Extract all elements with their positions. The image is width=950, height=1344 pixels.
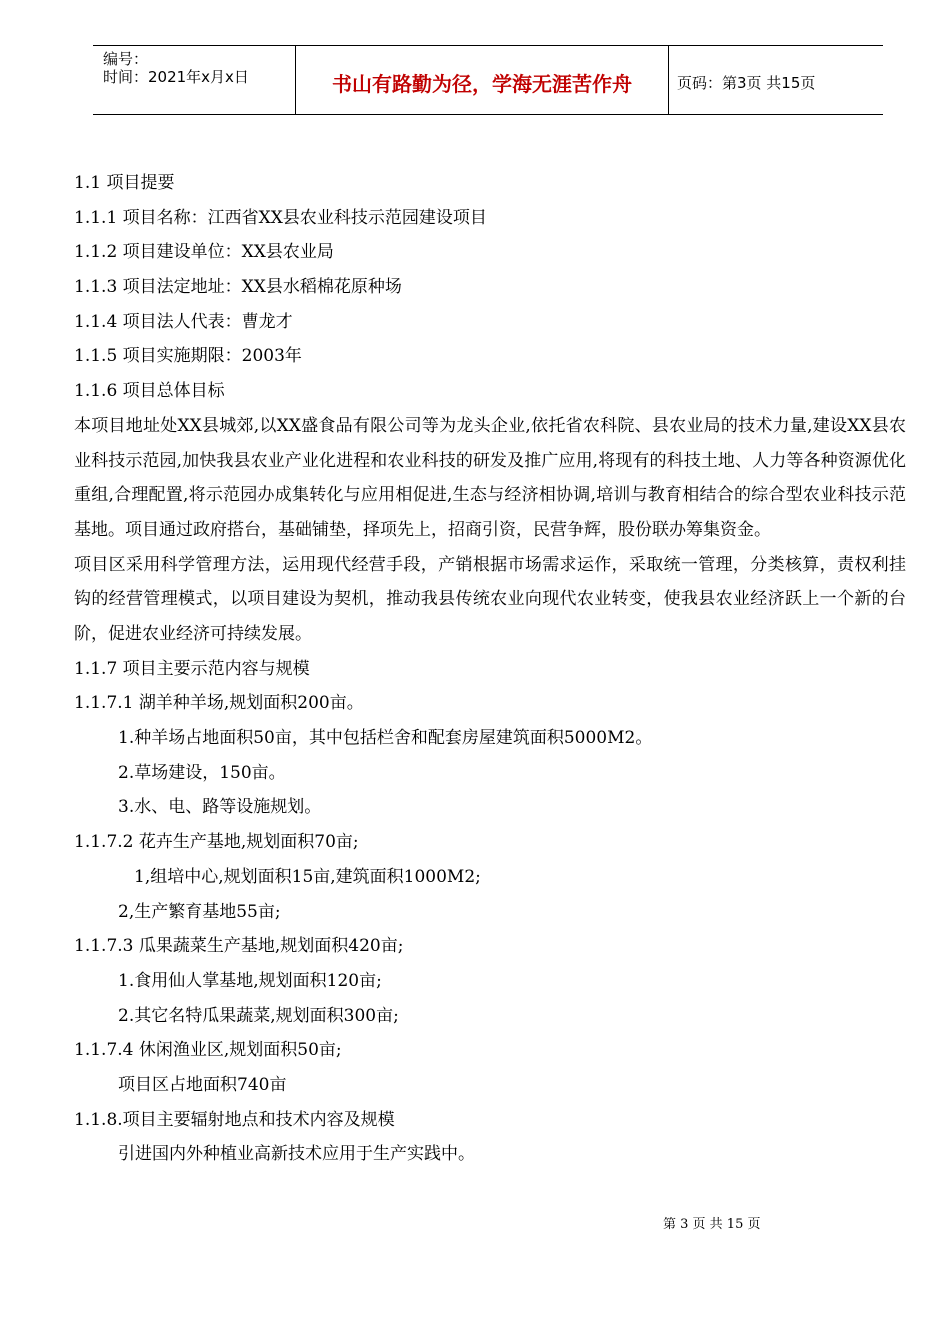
item-vegetable-base: 1.1.7.3 瓜果蔬菜生产基地,规划面积420亩;: [74, 936, 404, 957]
item-project-representative: 1.1.4 项目法人代表：曹龙才: [74, 311, 293, 332]
item-demo-content: 1.1.7 项目主要示范内容与规模: [74, 658, 310, 679]
item-project-period: 1.1.5 项目实施期限：2003年: [74, 346, 302, 367]
header-motto: 书山有路勤为径，学海无涯苦作舟: [332, 72, 632, 96]
item-radiation: 1.1.8.项目主要辐射地点和技术内容及规模: [74, 1109, 395, 1130]
item-fishery: 1.1.7.4 休闲渔业区,规划面积50亩;: [74, 1040, 342, 1061]
header-page-cell: [677, 46, 883, 114]
flower-base-sub-item: 2,生产繁育基地55亩;: [118, 901, 281, 922]
total-area: 项目区占地面积740亩: [118, 1074, 287, 1095]
sheep-farm-sub-item: 2.草场建设，150亩。: [118, 762, 286, 783]
item-flower-base: 1.1.7.2 花卉生产基地,规划面积70亩;: [74, 832, 359, 853]
page-footer: 第 3 页 共 15 页: [663, 1217, 761, 1232]
page-header: [93, 45, 883, 115]
section-heading: 1.1 项目提要: [74, 173, 175, 193]
item-project-name: 1.1.1 项目名称：江西省XX县农业科技示范园建设项目: [74, 207, 487, 228]
header-page-info: 页码：第3页 共15页: [677, 74, 816, 92]
vegetable-base-sub-item: 2.其它名特瓜果蔬菜,规划面积300亩;: [118, 1005, 399, 1026]
sheep-farm-sub-item: 1.种羊场占地面积50亩，其中包括栏舍和配套房屋建筑面积5000M2。: [118, 728, 653, 749]
goal-paragraph-1: 本项目地址处XX县城郊,以XX盛食品有限公司等为龙头企业,依托省农科院、县农业局的技术力量,建设XX县农业科技示范园,加快我县农业产业化进程和农业科技的研发及推广应用,将现有的科技土地、人力等各种资源优化重组,合理配置,将示范园办成集转化与应用相促进,生态与经济相协调,培训与教育相结合的综合型农业科技示范基地。项目通过政府搭台，基础铺垫，择项先上，招商引资，民营争辉，股份联办筹集资金。: [74, 415, 906, 540]
radiation-text: 引进国内外种植业高新技术应用于生产实践中。: [118, 1144, 475, 1165]
item-project-address: 1.1.3 项目法定地址：XX县水稻棉花原种场: [74, 277, 402, 298]
document-body: [74, 166, 906, 1172]
item-project-goal: 1.1.6 项目总体目标: [74, 381, 225, 402]
header-meta: [103, 46, 293, 114]
sheep-farm-sub-item: 3.水、电、路等设施规划。: [118, 797, 322, 818]
item-project-unit: 1.1.2 项目建设单位：XX县农业局: [74, 242, 334, 263]
goal-paragraph-2: 项目区采用科学管理方法，运用现代经营手段，产销根据市场需求运作，采取统一管理，分类核算，责权利挂钩的经营管理模式，以项目建设为契机，推动我县传统农业向现代农业转变，使我县农业经济跃上一个新的台阶，促进农业经济可持续发展。: [74, 554, 906, 645]
vegetable-base-sub-item: 1.食用仙人掌基地,规划面积120亩;: [118, 970, 382, 991]
document-number-label: 编号：: [103, 50, 149, 68]
flower-base-sub-item: 1,组培中心,规划面积15亩,建筑面积1000M2;: [134, 866, 481, 887]
header-motto-cell: [295, 46, 669, 114]
item-sheep-farm: 1.1.7.1 湖羊种羊场,规划面积200亩。: [74, 693, 364, 714]
document-time-label: 时间：2021年x月x日: [103, 68, 249, 86]
